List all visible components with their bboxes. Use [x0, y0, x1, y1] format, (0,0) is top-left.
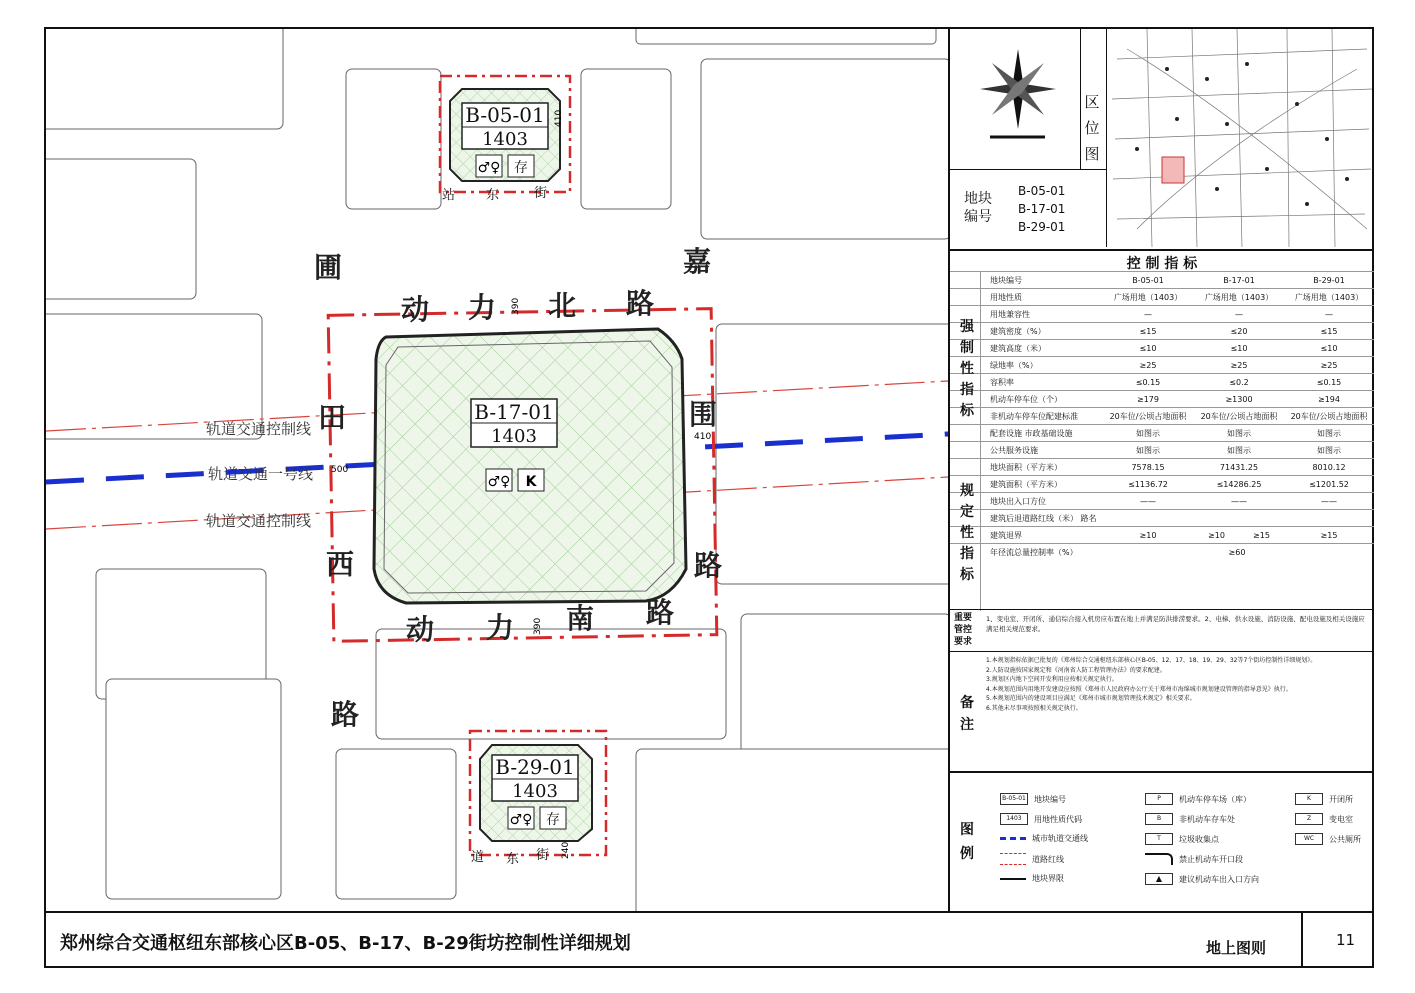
table-row — [950, 407, 1374, 425]
table-row — [950, 526, 1374, 544]
south-road-char-1: 力 — [486, 611, 515, 644]
legend-item — [1145, 813, 1235, 825]
table-cell: ≥25 — [1320, 361, 1338, 370]
location-map-label: 区位图 — [1084, 93, 1100, 163]
rail-label-0: 轨道交通控制线 — [206, 420, 312, 438]
remark-line: 6.其他未尽事项按照相关规定执行。 — [986, 704, 1082, 712]
dimension-b05: 410 — [554, 109, 564, 127]
remark-line: 4.本规划范围内用地开发建设应按照《郑州市人民政府办公厅关于郑州市海绵城市规划建设管理的指导意见》执行。 — [986, 685, 1292, 693]
table-row-label: 地块出入口方位 — [990, 497, 1046, 506]
legend-item — [1145, 873, 1259, 885]
dimension-west: 500 — [331, 465, 349, 475]
table-cell: 20车位/公顷占地面积 — [1200, 412, 1278, 421]
sheet-name: 地上图则 — [1206, 939, 1267, 957]
legend-label: 图例 — [960, 822, 974, 862]
table-row — [950, 475, 1374, 493]
svg-text:街: 街 — [534, 186, 548, 201]
table-row — [950, 458, 1374, 476]
legend-text: 城市轨道交通线 — [1032, 834, 1088, 843]
table-cell: 8010.12 — [1312, 463, 1346, 472]
table-row — [950, 492, 1374, 510]
table-row-label: 机动车停车位（个） — [990, 395, 1062, 404]
table-row-label: 地块编号 — [990, 276, 1022, 285]
table-cell: 如图示 — [1227, 446, 1251, 455]
table-row — [950, 288, 1374, 306]
svg-text:站: 站 — [442, 188, 456, 203]
drawing-title: 郑州综合交通枢纽东部核心区B-05、B-17、B-29街坊控制性详细规划 — [60, 933, 631, 954]
table-cell: ≤10 — [1320, 344, 1338, 353]
table-cell: 20车位/公顷占地面积 — [1109, 412, 1187, 421]
legend-symbol: Z — [1295, 813, 1323, 825]
table-row-label: 地块面积（平方米） — [990, 463, 1062, 472]
table-cell: B-17-01 — [1223, 276, 1255, 285]
key-control-section — [950, 609, 1374, 652]
legend-symbol: 1403 — [1000, 813, 1028, 825]
north-road-char-0: 动 — [401, 293, 430, 326]
south-road-char-0: 动 — [406, 613, 435, 646]
table-cell: —— — [1231, 497, 1247, 506]
south-road-char-2: 南 — [566, 602, 595, 635]
table-row — [950, 441, 1374, 459]
table-row-label: 建筑面积（平方米） — [990, 480, 1062, 489]
block-number-2: B-29-01 — [1018, 220, 1066, 234]
block-b17-boundary — [374, 329, 686, 603]
block-code-b05: B-05-01 — [465, 103, 545, 127]
table-row — [950, 339, 1374, 357]
table-title: 控 制 指 标 — [1126, 256, 1198, 272]
table-cell: 广场用地（1403） — [1204, 293, 1274, 302]
title-bar — [46, 911, 1372, 968]
block-code-b17: B-17-01 — [474, 400, 554, 424]
legend-symbol: K — [1295, 793, 1323, 805]
north-road-char-1: 力 — [468, 291, 497, 324]
land-use-b17: 1403 — [491, 426, 537, 447]
rail-label-1: 轨道交通一号线 — [208, 465, 314, 483]
legend-item — [1295, 813, 1353, 825]
page-number: 11 — [1336, 931, 1356, 949]
legend-symbol: B-05-01 — [1000, 793, 1028, 805]
south-road-char-3: 路 — [646, 596, 675, 629]
table-row-label: 配套设施 市政基础设施 — [990, 429, 1073, 438]
table-row-label: 建筑后退道路红线（米） 路名 — [990, 514, 1097, 523]
table-cell: ≥25 — [1230, 361, 1248, 370]
legend-symbol — [1000, 878, 1026, 880]
dimension-north: 390 — [511, 297, 521, 315]
legend-item — [1145, 833, 1219, 845]
remarks-label: 备注 — [960, 695, 974, 733]
legend-item — [1000, 853, 1064, 865]
compass-rose-icon — [980, 49, 1056, 129]
table-cell: ≥15 — [1320, 531, 1338, 540]
legend-symbol: WC — [1295, 833, 1323, 845]
toilet-icon: ♂♀ — [509, 812, 533, 828]
land-use-b05: 1403 — [482, 129, 528, 150]
mandatory-label: 强制性指标 — [960, 319, 974, 419]
rail-labels — [206, 420, 313, 530]
storage-icon: 存 — [546, 812, 560, 828]
east-road-char-1: 围 — [689, 398, 718, 431]
table-cell: — — [1325, 310, 1333, 319]
block-number-1: B-17-01 — [1018, 202, 1066, 216]
dimension-b29: 240 — [561, 841, 571, 859]
table-cell: ≤10 — [1139, 344, 1157, 353]
block-code-b29: B-29-01 — [495, 755, 575, 779]
toilet-icon: ♂♀ — [487, 474, 511, 490]
legend-text: 用地性质代码 — [1034, 814, 1082, 824]
table-cell: ≤20 — [1230, 327, 1248, 336]
table-row — [950, 271, 1374, 289]
table-cell: ≤1136.72 — [1128, 480, 1168, 489]
legend-text: 建议机动车出入口方向 — [1179, 874, 1259, 884]
legend-item — [1000, 873, 1064, 884]
legend-text: 非机动车存车处 — [1179, 814, 1235, 824]
legend-item — [1145, 793, 1251, 805]
table-row — [950, 356, 1374, 374]
table-cell: ≥60 — [1228, 548, 1246, 557]
table-cell: 如图示 — [1227, 429, 1251, 438]
info-panel — [948, 29, 1374, 911]
parking-icon: K — [525, 474, 537, 490]
table-row-label: 用地性质 — [990, 293, 1022, 302]
table-row — [950, 322, 1374, 340]
table-row — [950, 424, 1374, 442]
legend-text: 公共厕所 — [1329, 834, 1361, 844]
legend-text: 禁止机动车开口段 — [1179, 854, 1243, 864]
table-cell: — — [1144, 310, 1152, 319]
table-cell: —— — [1321, 497, 1337, 506]
legend-text: 地块编号 — [1034, 794, 1066, 804]
legend-item — [1145, 853, 1243, 865]
key-control-text: 1、变电室、开闭所、通信综合接入机房应布置在地上并满足防洪排涝要求。2、电梯、供水设施、消防设施、配电设施及相关设施应满足相关规范要求。 — [986, 615, 1365, 633]
north-road-char-2: 北 — [548, 289, 577, 322]
table-cell: ≤1201.52 — [1309, 480, 1349, 489]
svg-text:道: 道 — [471, 850, 485, 865]
table-cell: 20车位/公顷占地面积 — [1290, 412, 1368, 421]
legend-symbol — [1000, 837, 1026, 840]
block-number-label: 地块编号 — [964, 191, 992, 225]
legend-symbol: B — [1145, 813, 1173, 825]
table-row-label: 年径流总量控制率（%） — [990, 548, 1078, 557]
table-cell: 如图示 — [1317, 429, 1341, 438]
table-cell: 如图示 — [1136, 446, 1160, 455]
north-road-char-3: 路 — [626, 287, 655, 320]
table-cell: ≤10 — [1230, 344, 1248, 353]
west-road-char-1: 田 — [318, 401, 347, 434]
legend-text: 垃圾收集点 — [1179, 834, 1219, 844]
table-row-label: 公共服务设施 — [990, 446, 1038, 455]
table-cell: ≥25 — [1139, 361, 1157, 370]
svg-text:东: 东 — [486, 188, 500, 203]
remark-line: 2.人防设施按国家规定和《河南省人防工程管理办法》的要求配建。 — [986, 666, 1166, 674]
table-cell: B-05-01 — [1132, 276, 1164, 285]
legend-item — [1295, 793, 1353, 805]
table-row — [950, 509, 1374, 527]
table-cell: ≤15 — [1139, 327, 1157, 336]
table-cell: ≤0.15 — [1135, 378, 1161, 387]
table-cell: ≤15 — [1320, 327, 1338, 336]
dimension-south: 390 — [533, 617, 543, 635]
legend-text: 道路红线 — [1032, 854, 1064, 864]
storage-icon: 存 — [514, 160, 528, 176]
remark-line: 1.本规划指标依据已批复的《郑州综合交通枢纽东部核心区B-05、12、17、18、19、29、32等7个街坊控制性详细规划》。 — [986, 657, 1317, 664]
table-cell: 如图示 — [1317, 446, 1341, 455]
block-number-section — [950, 169, 1106, 248]
legend-section — [950, 771, 1374, 913]
table-row — [950, 305, 1374, 323]
west-road-char-0: 圃 — [314, 251, 343, 284]
table-cell: B-29-01 — [1313, 276, 1345, 285]
svg-text:街: 街 — [536, 848, 550, 863]
table-cell: ≥1300 — [1225, 395, 1253, 404]
east-road-char-2: 路 — [694, 549, 723, 582]
location-map — [1106, 29, 1375, 247]
legend-symbol — [1145, 853, 1173, 865]
table-row — [950, 390, 1374, 408]
control-indicator-table — [950, 249, 1374, 611]
table-cell: 广场用地（1403） — [1294, 293, 1364, 302]
table-cell: 如图示 — [1136, 429, 1160, 438]
key-control-label: 重要管控要求 — [954, 613, 973, 647]
table-cell: ≥10 — [1208, 531, 1225, 540]
table-cell: ≥179 — [1137, 395, 1159, 404]
table-cell: ≥10 — [1139, 531, 1157, 540]
north-arrow — [950, 29, 1081, 169]
legend-text: 地块界限 — [1032, 874, 1064, 883]
land-use-b29: 1403 — [512, 781, 558, 802]
table-cell: ≥194 — [1318, 395, 1340, 404]
table-row-label: 非机动车停车位配建标准 — [990, 412, 1078, 421]
legend-item — [1000, 833, 1088, 844]
table-cell: ≤0.2 — [1229, 378, 1249, 387]
west-road-char-3: 路 — [331, 698, 360, 731]
legend-symbol: ▲ — [1145, 873, 1173, 885]
table-row — [950, 543, 1374, 561]
toilet-icon: ♂♀ — [477, 160, 501, 176]
block-number-0: B-05-01 — [1018, 184, 1066, 198]
svg-text:东: 东 — [506, 852, 520, 867]
table-cell: — — [1235, 310, 1243, 319]
table-cell: ≤14286.25 — [1216, 480, 1262, 489]
table-row-label: 建筑密度（%） — [990, 327, 1046, 336]
legend-text: 变电室 — [1329, 814, 1353, 824]
legend-item — [1000, 813, 1082, 825]
table-cell: 7578.15 — [1131, 463, 1165, 472]
table-row-label: 容积率 — [990, 378, 1014, 387]
table-row-label: 绿地率（%） — [990, 361, 1038, 370]
table-cell: —— — [1140, 497, 1156, 506]
table-cell: 71431.25 — [1219, 463, 1259, 472]
legend-symbol — [1000, 853, 1026, 865]
remark-line: 3.规划区内地下空间开发利用应按相关规定执行。 — [986, 676, 1118, 683]
legend-text: 开闭所 — [1329, 794, 1353, 804]
legend-text: 机动车停车场（库） — [1179, 794, 1251, 804]
east-road-char-0: 嘉 — [683, 245, 712, 278]
remarks-section — [950, 651, 1374, 772]
legend-item — [1295, 833, 1361, 845]
site-plan-map — [46, 29, 948, 911]
table-cell: 广场用地（1403） — [1113, 293, 1183, 302]
table-row-label: 建筑高度（米） — [990, 344, 1046, 353]
dimension-east: 410 — [694, 432, 712, 442]
rail-label-2: 轨道交通控制线 — [206, 512, 312, 530]
table-row-label: 用地兼容性 — [990, 310, 1030, 319]
legend-symbol: P — [1145, 793, 1173, 805]
guiding-label: 规定性指标 — [960, 483, 974, 583]
table-row — [950, 373, 1374, 391]
table-cell: ≥15 — [1253, 531, 1270, 540]
legend-symbol: T — [1145, 833, 1173, 845]
table-row-label: 建筑退界 — [990, 531, 1022, 540]
table-cell: ≤0.15 — [1316, 378, 1342, 387]
legend-item — [1000, 793, 1066, 805]
west-road-char-2: 西 — [326, 548, 355, 581]
remark-line: 5.本规划范围内的建设项目应满足《郑州市城市规划管理技术规定》相关要求。 — [986, 695, 1196, 702]
